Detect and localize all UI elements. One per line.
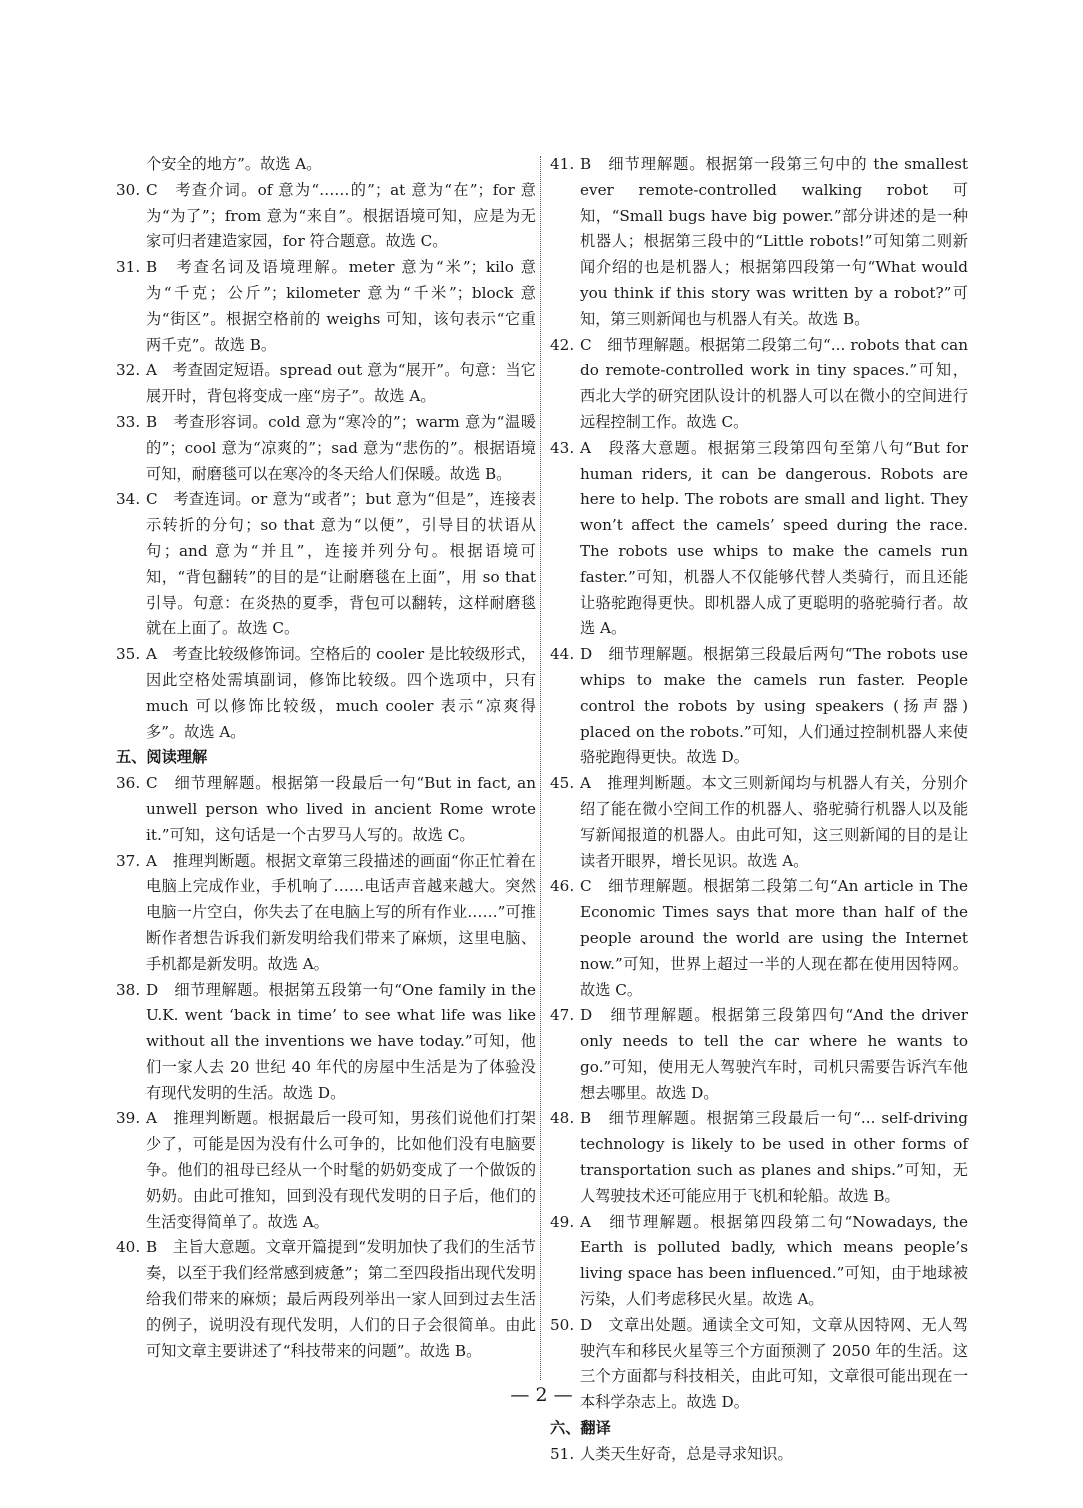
answer-item bbox=[116, 771, 536, 848]
item-text: B 考查名词及语境理解。meter 意为“米”；kilo 意为“千克；公斤”；kilometer 意为“千米”；block 意为“街区”。根据空格前的 weighs 可知，该句表示“它重两千克”。故选 B。 bbox=[146, 258, 536, 354]
item-number: 45. bbox=[550, 774, 575, 793]
item-number: 36. bbox=[116, 774, 141, 793]
answer-list-vocabulary bbox=[116, 178, 536, 746]
answer-item bbox=[550, 1106, 968, 1209]
answer-item bbox=[116, 178, 536, 255]
item-number: 31. bbox=[116, 258, 141, 277]
answer-item bbox=[116, 358, 536, 410]
item-text: C 考查连词。or 意为“或者”；but 意为“但是”，连接表示转折的分句；so that 意为“以便”，引导目的状语从句；and 意为“并且”，连接并列分句。根据语境可知，“背包翻转”的目的是“让耐磨毯在上面”，用 so that 引导。句意：在炎热的夏季，背包可以翻转，这样耐磨毯就在上面了。故选 C。 bbox=[146, 490, 536, 638]
item-text: A 推理判断题。根据文章第三段描述的画面“你正忙着在电脑上完成作业，手机响了……电话声音越来越大。突然电脑一片空白，你失去了在电脑上写的所有作业……”可推断作者想告诉我们新发明给我们带来了麻烦，这里电脑、手机都是新发明。故选 A。 bbox=[146, 851, 536, 973]
answer-item bbox=[116, 487, 536, 642]
item-text: C 细节理解题。根据第二段第二句“... robots that can do remote-controlled work in tiny spaces.”可知，西北大学的研究团队设计的机器人可以在微小的空间进行远程控制工作。故选 C。 bbox=[580, 335, 968, 431]
section-heading-translation: 六、翻译 bbox=[550, 1419, 611, 1438]
item-text: A 段落大意题。根据第三段第四句至第八句“But for human riders, it can be dangerous. Robots are here to help. The robots are small and light. They won’t affect the camels’ speed during the race. The robots use whips to make the camels run faster.”可知，机器人不仅能够代替人类骑行，而且还能让骆驼跑得更快。即机器人成了更聪明的骆驼骑行者。故选 A。 bbox=[580, 438, 968, 638]
answer-item bbox=[116, 978, 536, 1107]
answer-list-reading bbox=[116, 771, 536, 1364]
item-text: 人类天生好奇，总是寻求知识。 bbox=[580, 1444, 793, 1463]
item-number: 33. bbox=[116, 412, 141, 431]
item-text: A 细节理解题。根据第四段第二句“Nowadays, the Earth is polluted badly, which means people’s living space has been influenced.”可知，由于地球被污染，人们考虑移民火星。故选 A。 bbox=[580, 1212, 968, 1309]
item-number: 49. bbox=[550, 1212, 575, 1231]
answer-list-translation bbox=[550, 1442, 968, 1468]
item-number: 51. bbox=[550, 1444, 575, 1463]
answer-item bbox=[116, 849, 536, 978]
item-number: 42. bbox=[550, 335, 575, 354]
item-text: D 细节理解题。根据第三段最后两句“The robots use whips to make the camels run faster. People control the robots by using speakers (扬声器) placed on the robots.”可知，人们通过控制机器人来使骆驼跑得更快。故选 D。 bbox=[580, 645, 968, 767]
item-number: 43. bbox=[550, 438, 575, 457]
answer-item bbox=[550, 1210, 968, 1313]
item-text: D 细节理解题。根据第五段第一句“One family in the U.K. went ‘back in time’ to see what life was like without all the inventions we have today.”可知，他们一家人去 20 世纪 40 年代的房屋中生活是为了体验没有现代发明的生活。故选 D。 bbox=[146, 980, 536, 1102]
item-number: 44. bbox=[550, 645, 575, 664]
answer-item bbox=[550, 771, 968, 874]
item-number: 50. bbox=[550, 1315, 575, 1334]
item-text: C 细节理解题。根据第二段第二句“An article in The Economic Times says that more than half of the people around the world are using the Internet now.”可知，世界上超过一半的人现在都在使用因特网。故选 C。 bbox=[580, 877, 968, 999]
item-text: A 考查比较级修饰词。空格后的 cooler 是比较级形式，因此空格处需填副词，修饰比较级。四个选项中，只有 much 可以修饰比较级，much cooler 表示“凉爽得多”。故选 A。 bbox=[146, 645, 536, 741]
item-number: 40. bbox=[116, 1238, 141, 1257]
item-number: 48. bbox=[550, 1109, 575, 1128]
item-text: A 推理判断题。本文三则新闻均与机器人有关，分别介绍了能在微小空间工作的机器人、骆驼骑行机器人以及能写新闻报道的机器人。由此可知，这三则新闻的目的是让读者开眼界，增长见识。故选 A。 bbox=[580, 774, 968, 870]
item-number: 35. bbox=[116, 645, 141, 664]
answer-item bbox=[116, 1106, 536, 1235]
item-number: 37. bbox=[116, 851, 141, 870]
item-number: 47. bbox=[550, 1006, 575, 1025]
item-number: 41. bbox=[550, 155, 575, 173]
answer-item bbox=[116, 642, 536, 745]
answer-item bbox=[550, 333, 968, 436]
item-number: 30. bbox=[116, 180, 141, 199]
item-text: B 主旨大意题。文章开篇提到“发明加快了我们的生活节奏，以至于我们经常感到疲惫”；第二至四段指出现代发明给我们带来的麻烦；最后两段列举出一家人回到过去生活的例子，说明没有现代发明，人们的日子会很简单。由此可知文章主要讲述了“科技带来的问题”。故选 B。 bbox=[146, 1238, 536, 1360]
item-text: D 细节理解题。根据第三段第四句“And the driver only needs to tell the car where he wants to go.”可知，使用无人驾驶汽车时，司机只需要告诉汽车他想去哪里。故选 D。 bbox=[580, 1006, 968, 1102]
answer-item bbox=[550, 1003, 968, 1106]
item-number: 46. bbox=[550, 877, 575, 896]
item-text: B 考查形容词。cold 意为“寒冷的”；warm 意为“温暖的”；cool 意为“凉爽的”；sad 意为“悲伤的”。根据语境可知，耐磨毯可以在寒冷的冬天给人们保暖。故选 B。 bbox=[146, 412, 536, 483]
item-text: C 考查介词。of 意为“……的”；at 意为“在”；for 意为“为了”；from 意为“来自”。根据语境可知，应是为无家可归者建造家园，for 符合题意。故选 C。 bbox=[146, 180, 536, 251]
answer-item bbox=[116, 1235, 536, 1364]
section-heading-reading: 五、阅读理解 bbox=[116, 748, 208, 767]
answer-item bbox=[550, 1442, 968, 1468]
item-text: D 文章出处题。通读全文可知，文章从因特网、无人驾驶汽车和移民火星等三个方面预测了 2050 年的生活。这三个方面都与科技相关，由此可知，文章很可能出现在一本科学杂志上。故选 D。 bbox=[580, 1315, 968, 1412]
item-text: C 细节理解题。根据第一段最后一句“But in fact, an unwell person who lived in ancient Rome wrote it.”可知，这句话是一个古罗马人写的。故选 C。 bbox=[146, 774, 536, 844]
answer-item bbox=[550, 436, 968, 642]
item-number: 38. bbox=[116, 980, 141, 999]
column-divider bbox=[540, 156, 541, 1380]
answer-item bbox=[550, 152, 968, 333]
item-text: B 细节理解题。根据第一段第三句中的 the smallest ever remote-controlled walking robot 可知，“Small bugs have big power.”部分讲述的是一种机器人；根据第三段中的“Little robots!”可知第二则新闻介绍的也是机器人；根据第四段第一句“What would you think if this story was written by a robot?”可知，第三则新闻也与机器人有关。故选 B。 bbox=[580, 155, 968, 328]
right-column bbox=[550, 152, 968, 1468]
item-text: A 推理判断题。根据最后一段可知，男孩们说他们打架少了，可能是因为没有什么可争的，比如他们没有电脑要争。他们的祖母已经从一个时髦的奶奶变成了一个做饭的奶奶。由此可推知，回到没有现代发明的日子后，他们的生活变得简单了。故选 A。 bbox=[146, 1109, 536, 1231]
continuation-text: 个安全的地方”。故选 A。 bbox=[146, 155, 322, 173]
item-number: 32. bbox=[116, 361, 141, 380]
answer-item bbox=[550, 874, 968, 1003]
item-text: A 考查固定短语。spread out 意为“展开”。句意：当它展开时，背包将变成一座“房子”。故选 A。 bbox=[146, 361, 536, 406]
item-text: B 细节理解题。根据第三段最后一句“... self-driving technology is likely to be used in other forms of transportation such as planes and ships.”可知，无人驾驶技术还可能应用于飞机和轮船。故选 B。 bbox=[580, 1109, 968, 1205]
answer-item bbox=[116, 410, 536, 487]
item-number: 39. bbox=[116, 1109, 141, 1128]
answer-list-reading-continued bbox=[550, 152, 968, 1416]
answer-item bbox=[116, 255, 536, 358]
item-number: 34. bbox=[116, 490, 141, 509]
left-column bbox=[116, 152, 536, 1364]
page-number: — 2 — bbox=[510, 1384, 573, 1406]
answer-item bbox=[550, 642, 968, 771]
